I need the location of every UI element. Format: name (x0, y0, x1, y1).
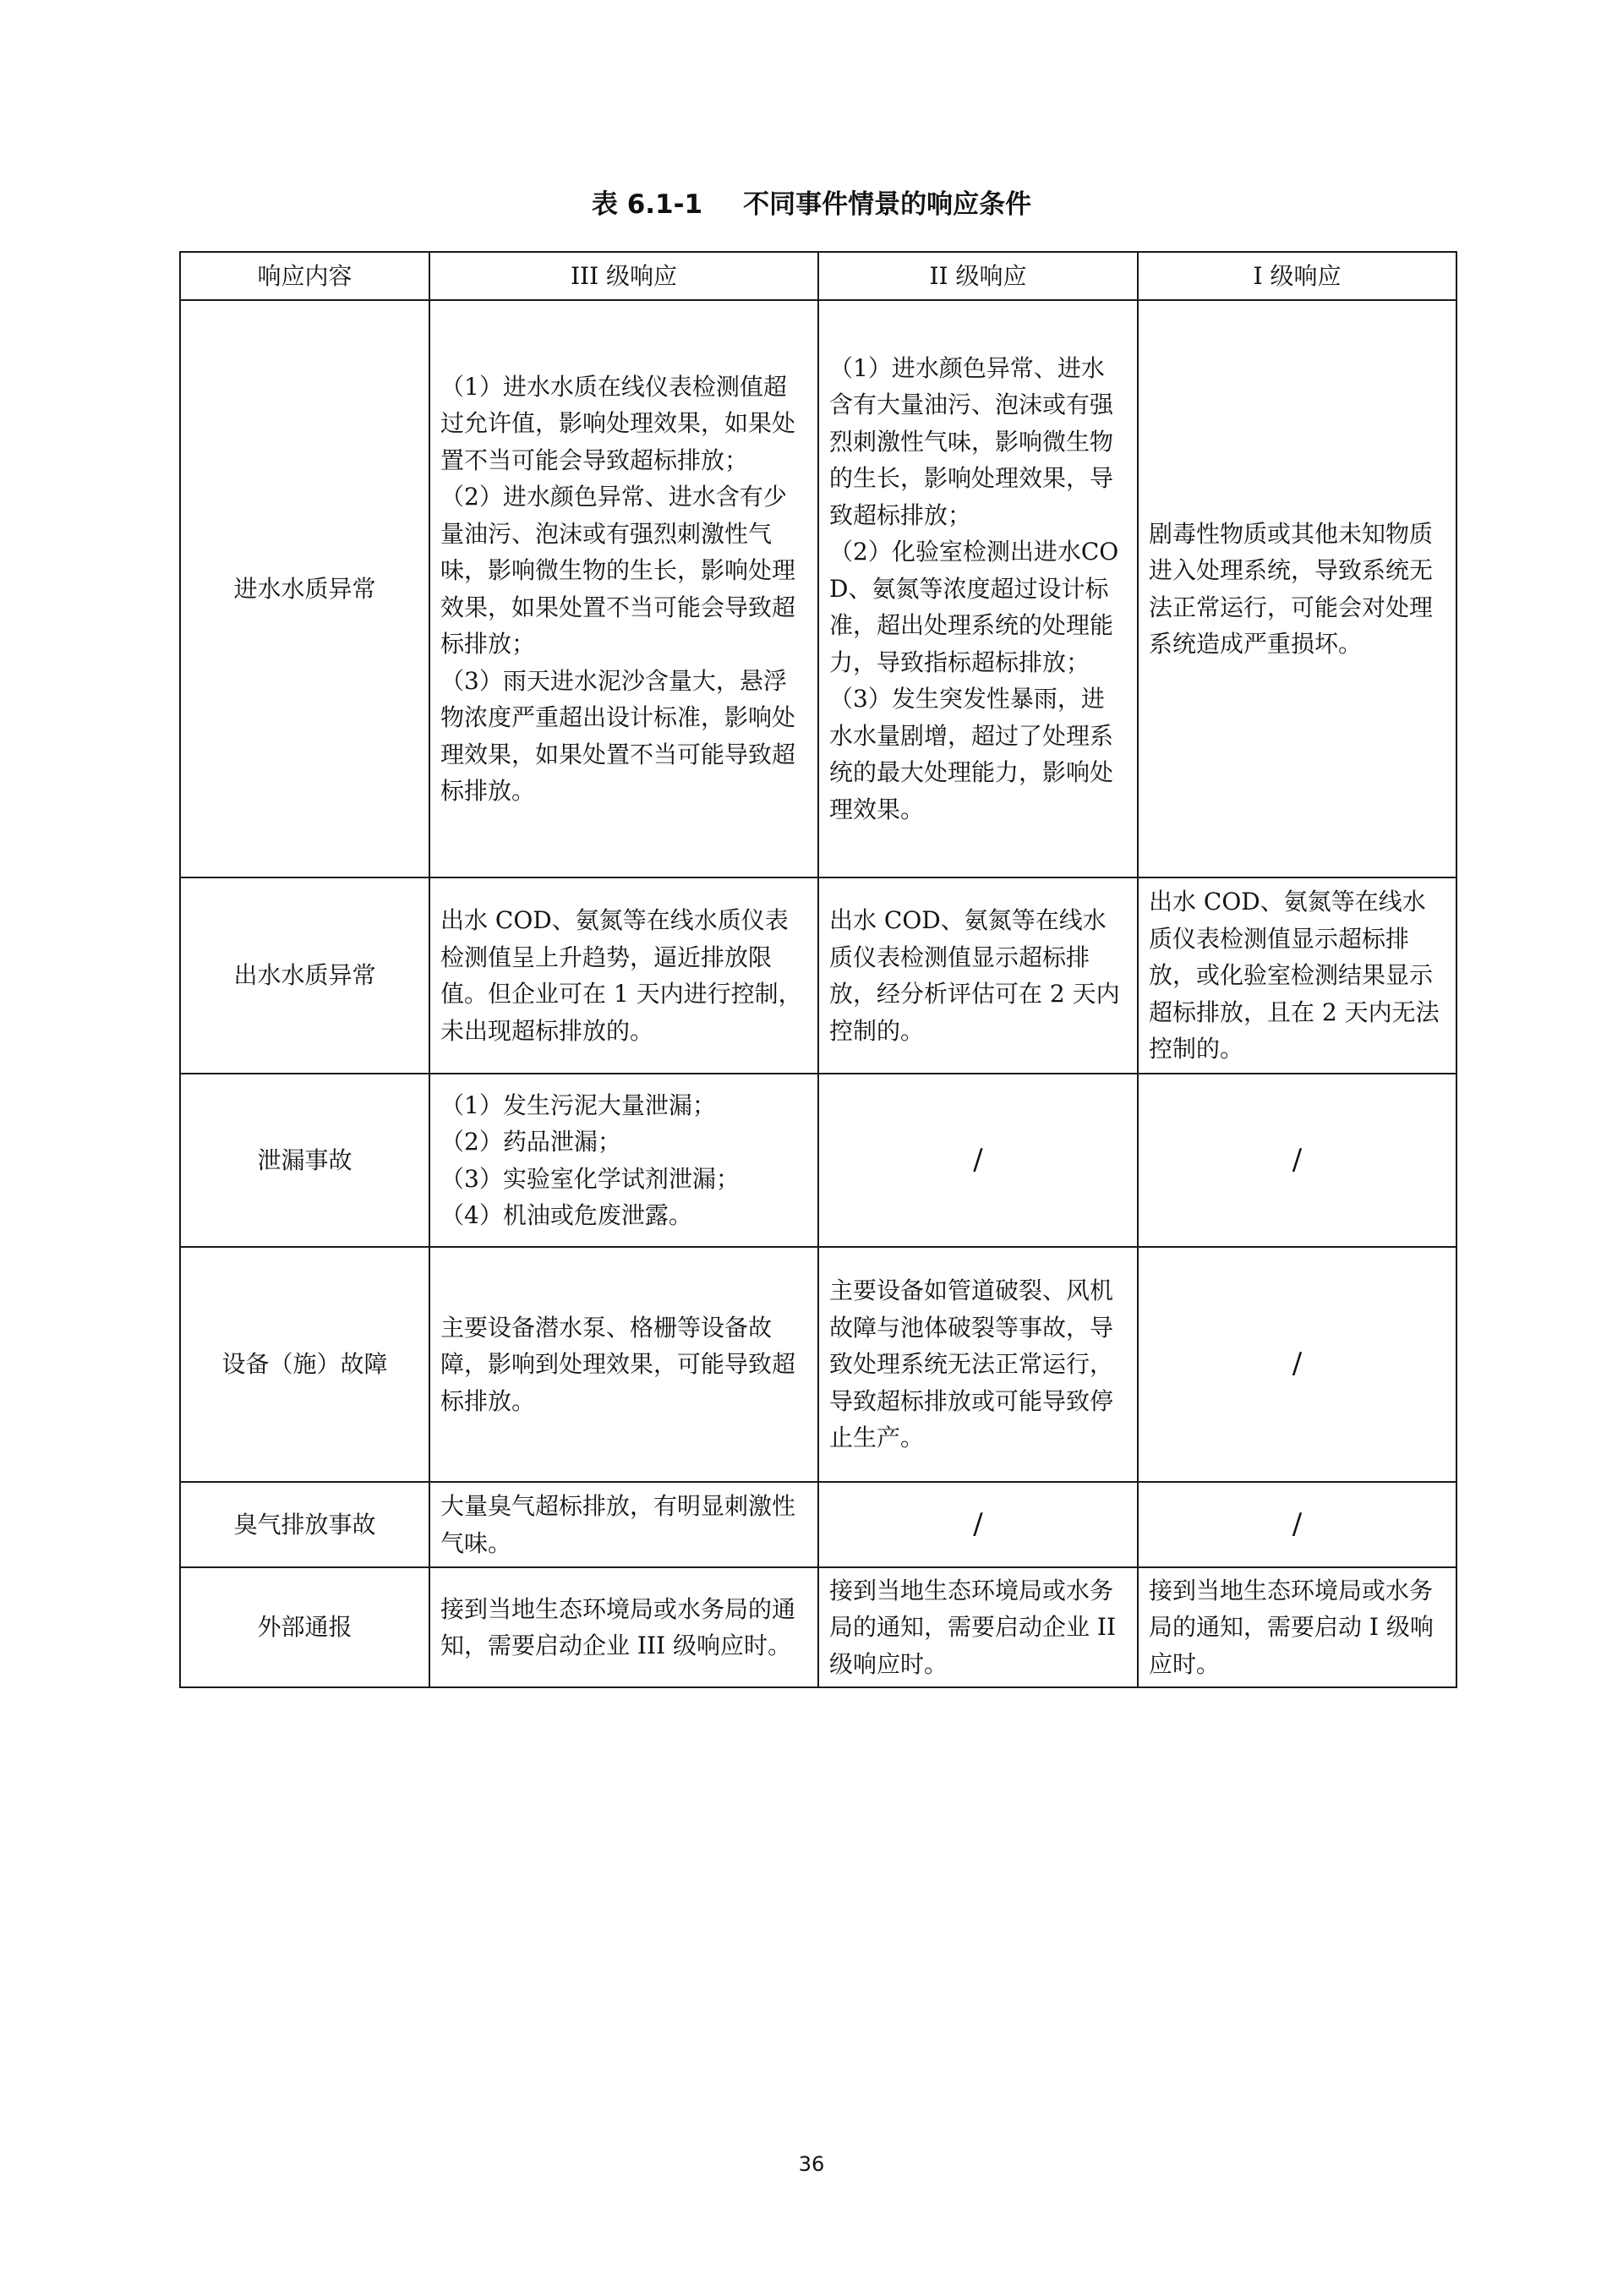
table-row (180, 1247, 1456, 1482)
table-header-row (180, 252, 1456, 300)
level-3-cell (429, 1567, 818, 1687)
table-row (180, 1074, 1456, 1247)
level-3-cell (429, 300, 818, 877)
cell-item: （3）实验室化学试剂泄漏； (440, 1164, 740, 1193)
level-3-cell (429, 1247, 818, 1482)
row-label: 出水水质异常 (180, 877, 429, 1074)
level-3-cell (429, 1074, 818, 1247)
cell-item: 主要设备潜水泵、格栅等设备故障，影响到处理效果，可能导致超标排放。 (440, 1313, 796, 1415)
row-label: 臭气排放事故 (180, 1482, 429, 1567)
table-number: 表 6.1-1 (591, 189, 703, 220)
cell-item: （3）雨天进水泥沙含量大，悬浮物浓度严重超出设计标准，影响处理效果，如果处置不当可能导致超标排放。 (440, 666, 796, 805)
cell-item: （2）进水颜色异常、进水含有少量油污、泡沫或有强烈刺激性气味，影响微生物的生长，影响处理效果，如果处置不当可能会导致超标排放； (440, 483, 796, 658)
cell-item: （1）进水水质在线仪表检测值超过允许值，影响处理效果，如果处置不当可能会导致超标排放； (440, 372, 796, 474)
cell-item: 剧毒性物质或其他未知物质进入处理系统，导致系统无法正常运行，可能会对处理系统造成严重损坏。 (1149, 519, 1434, 658)
level-1-cell (1138, 300, 1456, 877)
cell-item: 接到当地生态环境局或水务局的通知，需要启动企业 II 级响应时。 (829, 1576, 1117, 1678)
cell-item: 大量臭气超标排放，有明显刺激性气味。 (440, 1492, 796, 1557)
header-level-3: III 级响应 (429, 252, 818, 300)
level-3-cell (429, 877, 818, 1074)
row-label: 泄漏事故 (180, 1074, 429, 1247)
level-2-cell (818, 1567, 1138, 1687)
level-1-cell: / (1138, 1074, 1456, 1247)
table-row (180, 300, 1456, 877)
level-1-cell: / (1138, 1482, 1456, 1567)
cell-item: （3）发生突发性暴雨，进水水量剧增，超过了处理系统的最大处理能力，影响处理效果。 (829, 685, 1114, 823)
table-caption (0, 188, 1623, 221)
table-row (180, 877, 1456, 1074)
cell-item: （2）药品泄漏； (440, 1128, 621, 1156)
level-2-cell (818, 300, 1138, 877)
row-label: 外部通报 (180, 1567, 429, 1687)
level-2-cell (818, 877, 1138, 1074)
header-level-1: I 级响应 (1138, 252, 1456, 300)
level-2-cell: / (818, 1482, 1138, 1567)
header-content: 响应内容 (180, 252, 429, 300)
table-title: 不同事件情景的响应条件 (743, 189, 1032, 220)
table-row (180, 1482, 1456, 1567)
cell-item: （4）机油或危废泄露。 (440, 1201, 692, 1229)
page-number: 36 (798, 2152, 825, 2176)
cell-item: 出水 COD、氨氮等在线水质仪表检测值显示超标排放，或化验室检测结果显示超标排放，且在 2 天内无法控制的。 (1149, 888, 1440, 1063)
cell-item: （1）发生污泥大量泄漏； (440, 1091, 716, 1119)
response-conditions-table (179, 251, 1457, 1688)
level-1-cell: / (1138, 1247, 1456, 1482)
cell-item: （2）化验室检测出进水COD、氨氮等浓度超过设计标准，超出处理系统的处理能力，导致指标超标排放； (829, 538, 1119, 676)
level-1-cell (1138, 877, 1456, 1074)
level-2-cell: / (818, 1074, 1138, 1247)
cell-item: 接到当地生态环境局或水务局的通知，需要启动企业 III 级响应时。 (440, 1594, 796, 1659)
row-label: 设备（施）故障 (180, 1247, 429, 1482)
cell-item: 出水 COD、氨氮等在线水质仪表检测值显示超标排放，经分析评估可在 2 天内控制的。 (829, 906, 1120, 1045)
header-level-2: II 级响应 (818, 252, 1138, 300)
level-1-cell (1138, 1567, 1456, 1687)
level-2-cell (818, 1247, 1138, 1482)
cell-item: 出水 COD、氨氮等在线水质仪表检测值呈上升趋势，逼近排放限值。但企业可在 1 天内进行控制，未出现超标排放的。 (440, 906, 802, 1045)
row-label: 进水水质异常 (180, 300, 429, 877)
cell-item: （1）进水颜色异常、进水含有大量油污、泡沫或有强烈刺激性气味，影响微生物的生长，影响处理效果，导致超标排放； (829, 353, 1114, 529)
cell-item: 接到当地生态环境局或水务局的通知，需要启动 I 级响应时。 (1149, 1576, 1434, 1678)
table-row (180, 1567, 1456, 1687)
level-3-cell (429, 1482, 818, 1567)
cell-item: 主要设备如管道破裂、风机故障与池体破裂等事故，导致处理系统无法正常运行，导致超标排放或可能导致停止生产。 (829, 1276, 1114, 1452)
